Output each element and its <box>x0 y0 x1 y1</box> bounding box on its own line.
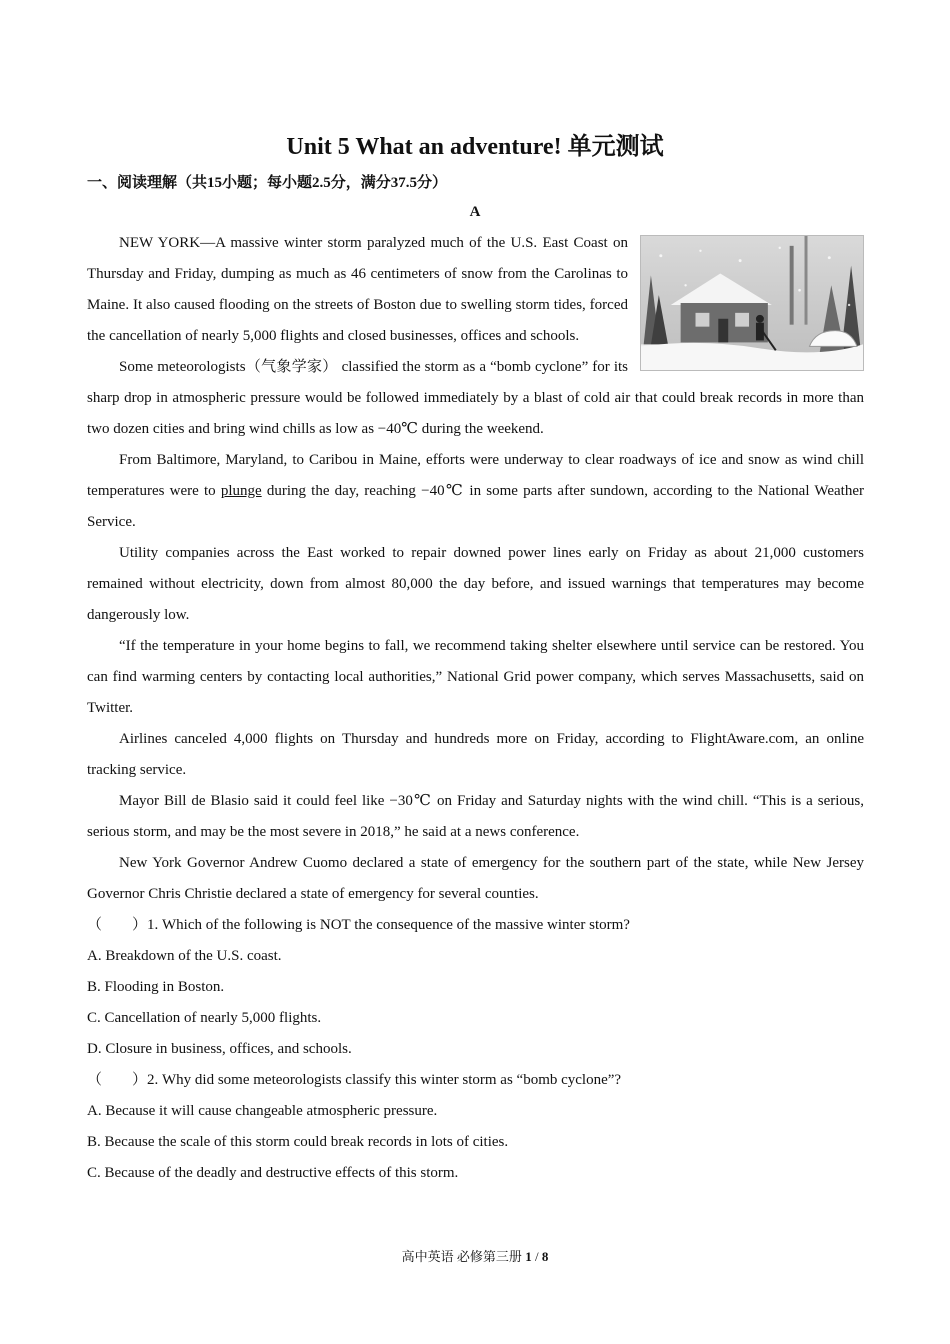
question-1-stem: （ ）1. Which of the following is NOT the consequence of the massive winter storm? <box>87 917 630 933</box>
question-1-option-d: D. Closure in business, offices, and schools. <box>87 1041 352 1057</box>
paragraph-8: New York Governor Andrew Cuomo declared a state of emergency for the southern part of the state, while New Jersey Governor Chris Christie declared a state of emergency for several counties. <box>87 855 864 902</box>
footer-text: 高中英语 必修第三册 <box>401 1249 526 1264</box>
page-footer <box>0 1246 950 1265</box>
paragraph-4: Utility companies across the East worked to repair downed power lines early on Friday as about 21,000 customers remained without electricity, down from almost 80,000 the day before, and issued warnings that temperatures may become dangerously low. <box>87 545 864 623</box>
footer-total-pages: 8 <box>541 1249 549 1264</box>
underlined-word-plunge: plunge <box>220 483 262 499</box>
question-2-option-a: A. Because it will cause changeable atmospheric pressure. <box>87 1103 438 1119</box>
paragraph-7: Mayor Bill de Blasio said it could feel like −30℃ on Friday and Saturday nights with the wind chill. “This is a serious, serious storm, and may be the most severe in 2018,” he said at a news conference. <box>87 793 864 840</box>
questions-block <box>87 910 864 1189</box>
question-1-option-a: A. Breakdown of the U.S. coast. <box>87 948 282 964</box>
question-1-option-c: C. Cancellation of nearly 5,000 flights. <box>87 1010 322 1026</box>
paragraph-3-after: during the day, reaching −40℃ in some parts after sundown, according to the National Weather Service. <box>87 483 865 530</box>
question-2-stem: （ ）2. Why did some meteorologists classify this winter storm as “bomb cyclone”? <box>87 1072 622 1088</box>
passage-article <box>87 228 864 1189</box>
paragraph-3-before: From Baltimore, Maryland, to Caribou in Maine, efforts were underway to clear roadways of ice and snow as wind chill temperatures were to <box>87 452 864 499</box>
page-title: Unit 5 What an adventure! 单元测试 <box>286 134 664 160</box>
question-1-option-b: B. Flooding in Boston. <box>87 979 225 995</box>
paragraph-1 <box>87 228 864 352</box>
snowy-house-photo-icon <box>640 235 864 371</box>
passage-label: A <box>469 204 481 220</box>
question-2-option-c: C. Because of the deadly and destructive effects of this storm. <box>87 1165 459 1181</box>
paragraph-3 <box>87 445 864 538</box>
paragraph-5: “If the temperature in your home begins to fall, we recommend taking shelter elsewhere until service can be restored. You can find warming centers by contacting local authorities,” National Grid power company, which serves Massachusetts, said on Twitter. <box>87 638 864 716</box>
footer-separator: / <box>531 1249 542 1264</box>
section-heading: 一、阅读理解（共15小题；每小题2.5分，满分37.5分） <box>87 175 448 191</box>
paragraph-2: Some meteorologists（气象学家） classified the storm as a “bomb cyclone” for its sharp drop in atmospheric pressure would be followed immediately by a blast of cold air that could break records in more than two dozen cities and bring wind chills as low as −40℃ during the weekend. <box>87 359 864 437</box>
question-2-option-b: B. Because the scale of this storm could break records in lots of cities. <box>87 1134 509 1150</box>
paragraph-1-text: NEW YORK—A massive winter storm paralyzed much of the U.S. East Coast on Thursday and Friday, dumping as much as 46 centimeters of snow from the Carolinas to Maine. It also caused flooding on the streets of Boston due to swelling storm tides, forced the cancellation of nearly 5,000 flights and closed businesses, offices and schools. <box>87 235 628 344</box>
paragraph-6: Airlines canceled 4,000 flights on Thursday and hundreds more on Friday, according to FlightAware.com, an online tracking service. <box>87 731 864 778</box>
footer-page-number: 1 <box>525 1249 532 1264</box>
